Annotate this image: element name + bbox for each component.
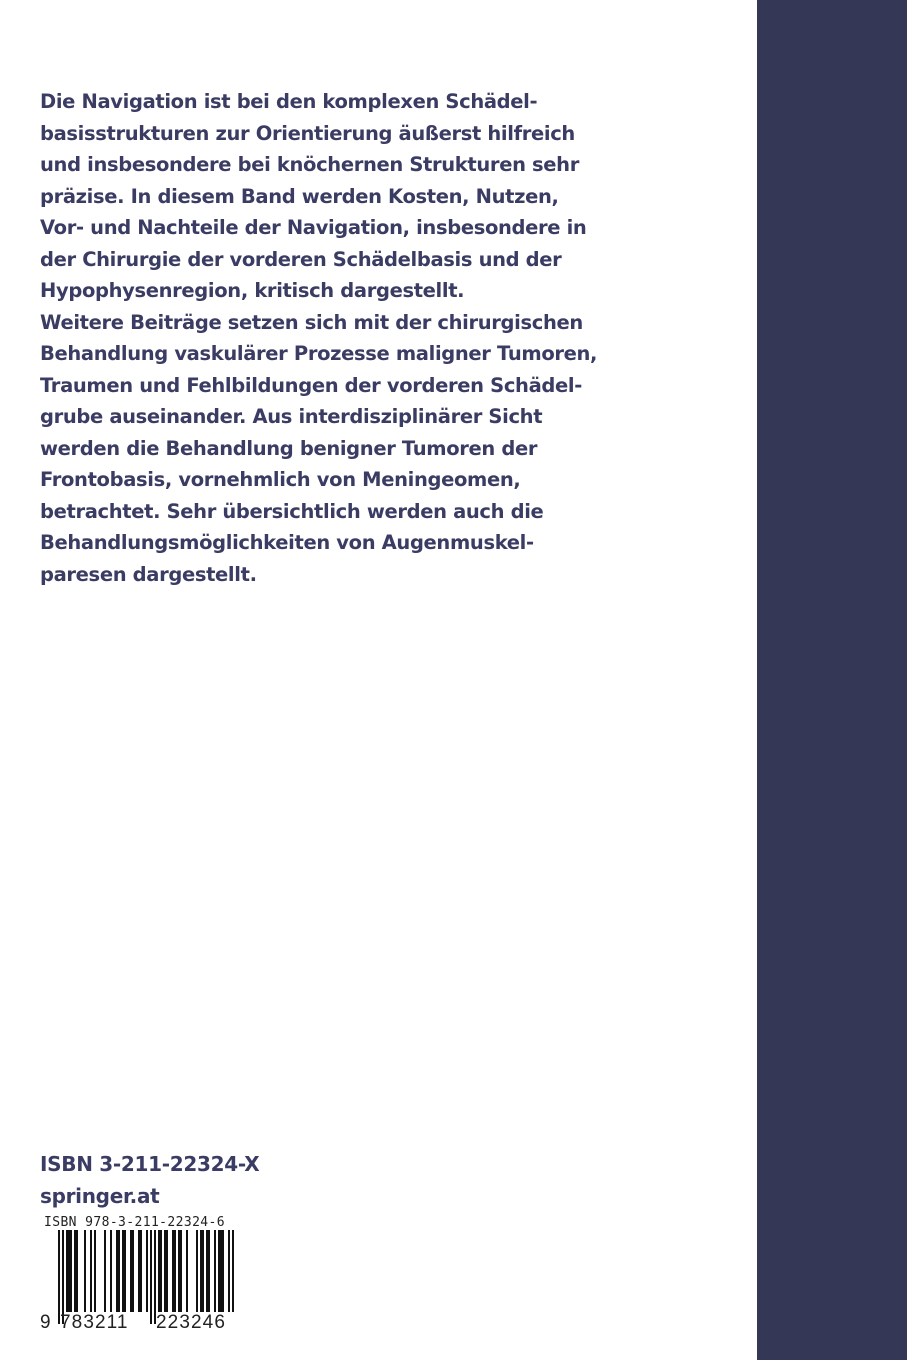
barcode-bar <box>178 1230 182 1312</box>
barcode-bar <box>146 1230 148 1312</box>
blurb-line: Die Navigation ist bei den komplexen Schädel- <box>40 90 538 113</box>
barcode-bar <box>228 1230 230 1312</box>
barcode-guard-bar <box>150 1230 152 1324</box>
blurb-text-block <box>40 86 740 590</box>
barcode-bar <box>110 1230 112 1312</box>
blurb-line: basisstrukturen zur Orientierung äußerst hilfreich <box>40 121 575 145</box>
barcode-bar <box>90 1230 92 1312</box>
blurb-line: werden die Behandlung benigner Tumoren der <box>40 436 538 460</box>
barcode-bar <box>206 1230 210 1312</box>
blurb-line: Weitere Beiträge setzen sich mit der chirurgischen <box>40 310 583 334</box>
blurb-line: Vor- und Nachteile der Navigation, insbesondere in <box>40 216 587 239</box>
barcode-caption: ISBN 978-3-211-22324-6 <box>44 1215 225 1230</box>
barcode-bar <box>74 1230 78 1312</box>
barcode-bar <box>200 1230 204 1312</box>
barcode-bar <box>66 1230 72 1312</box>
isbn-label: ISBN 3-211-22324-X <box>40 1152 260 1176</box>
barcode-guard-bar <box>58 1230 60 1324</box>
barcode-digits-left: 783211 <box>60 1312 129 1333</box>
barcode-bar <box>104 1230 106 1312</box>
blurb-line: Behandlung vaskulärer Prozesse maligner Tumoren, <box>40 342 598 365</box>
barcode-digit-lead: 9 <box>40 1312 51 1333</box>
barcode-bar <box>214 1230 216 1312</box>
barcode-bar <box>172 1230 176 1312</box>
blurb-line: Traumen und Fehlbildungen der vorderen Schädel- <box>40 373 582 397</box>
blurb-line: Behandlungsmöglichkeiten von Augenmuskel- <box>40 531 534 554</box>
publisher-website: springer.at <box>40 1184 160 1208</box>
barcode-bar <box>196 1230 198 1312</box>
barcode-bar <box>94 1230 96 1312</box>
blurb-line: Hypophysenregion, kritisch dargestellt. <box>40 279 465 302</box>
barcode-bar <box>158 1230 162 1312</box>
blurb-line: betrachtet. Sehr übersichtlich werden auch die <box>40 499 544 523</box>
spine-color-band <box>757 0 907 1360</box>
barcode-digits <box>40 1312 240 1334</box>
blurb-line: paresen dargestellt. <box>40 562 257 586</box>
barcode-bar <box>84 1230 86 1312</box>
blurb-line: und insbesondere bei knöchernen Strukturen sehr <box>40 153 579 176</box>
barcode-bar <box>138 1230 142 1312</box>
blurb-line: Frontobasis, vornehmlich von Meningeomen, <box>40 468 521 491</box>
barcode-digits-right: 223246 <box>156 1312 227 1333</box>
barcode-bar <box>164 1230 168 1312</box>
barcode-bar <box>116 1230 120 1312</box>
barcode-guard-bar <box>62 1230 64 1324</box>
blurb-line: grube auseinander. Aus interdisziplinärer Sicht <box>40 405 543 428</box>
barcode-bar <box>186 1230 188 1312</box>
barcode-bar <box>218 1230 224 1312</box>
barcode-bar <box>122 1230 126 1312</box>
barcode-bar <box>130 1230 134 1312</box>
blurb-line: der Chirurgie der vorderen Schädelbasis und der <box>40 247 562 271</box>
blurb-line: präzise. In diesem Band werden Kosten, Nutzen, <box>40 184 559 208</box>
barcode-bar <box>232 1230 234 1312</box>
barcode <box>40 1216 240 1334</box>
barcode-guard-bar <box>154 1230 156 1324</box>
